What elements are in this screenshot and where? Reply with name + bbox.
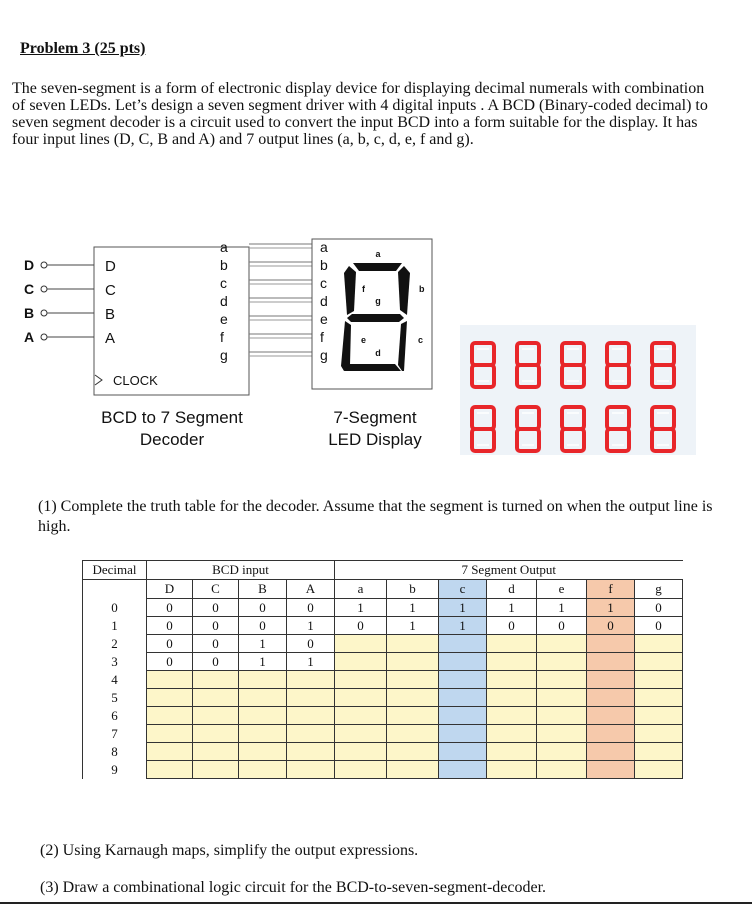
table-cell xyxy=(487,653,537,671)
table-cell xyxy=(239,689,287,707)
table-cell xyxy=(387,689,439,707)
table-cell: 0 xyxy=(239,617,287,635)
input-pin xyxy=(41,334,47,340)
table-cell xyxy=(635,725,683,743)
segment-a xyxy=(353,263,402,271)
table-cell xyxy=(487,671,537,689)
table-cell xyxy=(287,671,335,689)
table-cell: 1 xyxy=(439,599,487,617)
table-cell: 0 xyxy=(147,617,193,635)
column-header: g xyxy=(635,580,683,599)
table-cell: 1 xyxy=(587,599,635,617)
table-cell: 0 xyxy=(193,635,239,653)
table-row xyxy=(83,707,683,725)
table-cell xyxy=(387,761,439,779)
table-cell: 0 xyxy=(635,617,683,635)
decoder-output-label: b xyxy=(220,257,228,273)
table-cell xyxy=(537,743,587,761)
table-cell xyxy=(439,743,487,761)
table-cell: 0 xyxy=(239,599,287,617)
table-cell xyxy=(239,743,287,761)
table-cell xyxy=(287,761,335,779)
table-cell: 1 xyxy=(287,653,335,671)
table-cell: 0 xyxy=(147,599,193,617)
table-cell xyxy=(537,725,587,743)
column-header: c xyxy=(439,580,487,599)
header-bcd: BCD input xyxy=(147,561,335,580)
input-pin xyxy=(41,262,47,268)
display-input-label: c xyxy=(320,275,327,291)
table-cell: 1 xyxy=(239,635,287,653)
input-label: C xyxy=(24,281,35,297)
table-cell xyxy=(335,689,387,707)
decoder-output-label: d xyxy=(220,293,228,309)
table-cell: 0 xyxy=(287,635,335,653)
table-cell: 0 xyxy=(193,653,239,671)
display-input-label: g xyxy=(320,347,328,363)
red-led-digits xyxy=(460,325,696,455)
truth-table xyxy=(82,560,683,779)
header-decimal: Decimal xyxy=(83,561,147,580)
column-header: A xyxy=(287,580,335,599)
table-cell xyxy=(287,743,335,761)
decimal-cell: 5 xyxy=(83,689,147,707)
header-seg: 7 Segment Output xyxy=(335,561,683,580)
decoder-output-label: f xyxy=(220,329,224,345)
table-cell xyxy=(537,671,587,689)
table-cell: 1 xyxy=(287,617,335,635)
table-cell xyxy=(439,653,487,671)
column-header: f xyxy=(587,580,635,599)
question-1: (1) Complete the truth table for the decoder. Assume that the segment is turned on when the output line is high. xyxy=(38,498,713,535)
table-cell xyxy=(239,671,287,689)
table-cell xyxy=(147,671,193,689)
table-cell xyxy=(193,743,239,761)
table-row xyxy=(83,653,683,671)
table-cell xyxy=(487,761,537,779)
table-cell xyxy=(439,689,487,707)
column-header: d xyxy=(487,580,537,599)
table-row xyxy=(83,689,683,707)
table-row xyxy=(83,599,683,617)
table-cell xyxy=(635,671,683,689)
decimal-cell: 2 xyxy=(83,635,147,653)
decimal-cell: 6 xyxy=(83,707,147,725)
table-cell xyxy=(239,761,287,779)
table-cell xyxy=(635,761,683,779)
table-cell: 1 xyxy=(387,599,439,617)
decimal-cell: 9 xyxy=(83,761,147,779)
question-3: (3) Draw a combinational logic circuit for the BCD-to-seven-segment-decoder. xyxy=(40,879,547,896)
segment-g xyxy=(347,314,404,322)
table-cell xyxy=(147,707,193,725)
table-cell: 0 xyxy=(193,617,239,635)
table-row xyxy=(83,635,683,653)
column-header: e xyxy=(537,580,587,599)
table-cell xyxy=(635,635,683,653)
table-cell xyxy=(335,743,387,761)
input-pin xyxy=(41,310,47,316)
input-label: B xyxy=(24,305,35,321)
table-cell xyxy=(537,635,587,653)
table-row xyxy=(83,671,683,689)
table-cell: 1 xyxy=(439,617,487,635)
table-cell xyxy=(147,725,193,743)
display-input-label: f xyxy=(320,329,324,345)
table-cell: 0 xyxy=(147,653,193,671)
column-header: C xyxy=(193,580,239,599)
table-cell xyxy=(287,707,335,725)
table-cell xyxy=(193,689,239,707)
table-cell: 0 xyxy=(635,599,683,617)
decimal-cell: 0 xyxy=(83,599,147,617)
svg-text:e: e xyxy=(361,335,367,345)
decoder-label-line1: BCD to 7 Segment xyxy=(101,408,243,427)
svg-text:d: d xyxy=(375,348,381,358)
table-cell xyxy=(587,743,635,761)
table-cell xyxy=(487,707,537,725)
table-cell: 0 xyxy=(335,617,387,635)
table-cell xyxy=(587,707,635,725)
decoder-output-label: c xyxy=(220,275,227,291)
table-cell xyxy=(193,707,239,725)
table-cell xyxy=(487,635,537,653)
input-pin xyxy=(41,286,47,292)
table-cell: 0 xyxy=(193,599,239,617)
display-input-label: a xyxy=(320,239,328,255)
table-cell xyxy=(587,725,635,743)
bottom-rule xyxy=(0,902,752,904)
display-label-line1: 7-Segment xyxy=(333,408,417,427)
svg-text:g: g xyxy=(375,296,381,306)
table-cell xyxy=(439,671,487,689)
table-cell xyxy=(537,761,587,779)
table-cell xyxy=(387,671,439,689)
decimal-cell: 4 xyxy=(83,671,147,689)
table-cell xyxy=(147,761,193,779)
table-cell xyxy=(387,707,439,725)
table-cell xyxy=(587,653,635,671)
table-cell xyxy=(387,725,439,743)
table-cell xyxy=(287,689,335,707)
input-label: D xyxy=(24,257,35,273)
table-cell xyxy=(147,689,193,707)
table-cell xyxy=(335,671,387,689)
table-cell: 0 xyxy=(537,617,587,635)
table-cell xyxy=(537,653,587,671)
table-cell: 0 xyxy=(587,617,635,635)
table-cell xyxy=(439,707,487,725)
svg-text:a: a xyxy=(375,249,381,259)
problem-intro: The seven-segment is a form of electronic display device for displaying decimal numerals with combination of seven LEDs. Let’s design a seven segment driver with 4 digital inputs . A BCD (Binary-coded decimal) to seven segment decoder is a circuit used to convert the input BCD into a form suitable for the display. It has four input lines (D, C, B and A) and 7 output lines (a, b, c, d, e, f and g). xyxy=(12,80,708,148)
table-cell: 0 xyxy=(487,617,537,635)
table-row xyxy=(83,617,683,635)
table-cell: 1 xyxy=(537,599,587,617)
display-input-label: d xyxy=(320,293,328,309)
table-cell: 1 xyxy=(335,599,387,617)
table-cell xyxy=(335,635,387,653)
table-cell xyxy=(387,635,439,653)
table-cell: 0 xyxy=(147,635,193,653)
clock-label: CLOCK xyxy=(113,373,158,388)
table-cell xyxy=(335,707,387,725)
question-2: (2) Using Karnaugh maps, simplify the output expressions. xyxy=(40,842,419,859)
table-cell xyxy=(239,725,287,743)
display-input-label: e xyxy=(320,311,328,327)
column-header: b xyxy=(387,580,439,599)
decoder-diagram xyxy=(0,225,752,465)
table-cell xyxy=(635,707,683,725)
table-cell xyxy=(635,689,683,707)
table-row xyxy=(83,743,683,761)
table-cell xyxy=(635,743,683,761)
decoder-output-label: e xyxy=(220,311,228,327)
table-cell: 1 xyxy=(239,653,287,671)
column-header: a xyxy=(335,580,387,599)
decoder-label-line2: Decoder xyxy=(139,430,205,449)
table-cell xyxy=(487,743,537,761)
decoder-output-label: a xyxy=(220,239,228,255)
table-cell xyxy=(635,653,683,671)
column-header: D xyxy=(147,580,193,599)
table-cell xyxy=(335,761,387,779)
svg-text:f: f xyxy=(362,284,365,294)
table-cell: 0 xyxy=(287,599,335,617)
table-cell xyxy=(537,689,587,707)
table-cell xyxy=(439,635,487,653)
decoder-input-label: C xyxy=(105,282,116,299)
decoder-input-label: B xyxy=(105,306,116,323)
table-cell xyxy=(193,761,239,779)
display-label-line2: LED Display xyxy=(328,430,422,449)
decoder-output-label: g xyxy=(220,347,228,363)
table-cell xyxy=(587,635,635,653)
table-cell xyxy=(147,743,193,761)
svg-text:c: c xyxy=(418,335,424,345)
table-cell xyxy=(335,725,387,743)
decimal-cell: 1 xyxy=(83,617,147,635)
table-row xyxy=(83,761,683,779)
table-cell xyxy=(439,725,487,743)
table-cell xyxy=(587,761,635,779)
table-cell: 1 xyxy=(387,617,439,635)
column-header: B xyxy=(239,580,287,599)
table-cell xyxy=(487,689,537,707)
table-cell xyxy=(287,725,335,743)
table-cell xyxy=(587,689,635,707)
table-cell xyxy=(335,653,387,671)
svg-text:b: b xyxy=(419,284,425,294)
table-cell xyxy=(193,671,239,689)
problem-title: Problem 3 (25 pts) xyxy=(20,40,146,57)
table-cell xyxy=(387,653,439,671)
table-cell xyxy=(387,743,439,761)
decimal-cell: 8 xyxy=(83,743,147,761)
segment-d xyxy=(344,364,401,371)
display-input-label: b xyxy=(320,257,328,273)
decoder-input-label: A xyxy=(105,330,116,347)
table-cell xyxy=(239,707,287,725)
decimal-cell: 3 xyxy=(83,653,147,671)
table-cell xyxy=(439,761,487,779)
decimal-cell: 7 xyxy=(83,725,147,743)
table-cell xyxy=(537,707,587,725)
table-cell xyxy=(587,671,635,689)
input-label: A xyxy=(24,329,35,345)
table-row xyxy=(83,725,683,743)
table-cell: 1 xyxy=(487,599,537,617)
decoder-input-label: D xyxy=(105,258,116,275)
table-cell xyxy=(193,725,239,743)
table-cell xyxy=(487,725,537,743)
